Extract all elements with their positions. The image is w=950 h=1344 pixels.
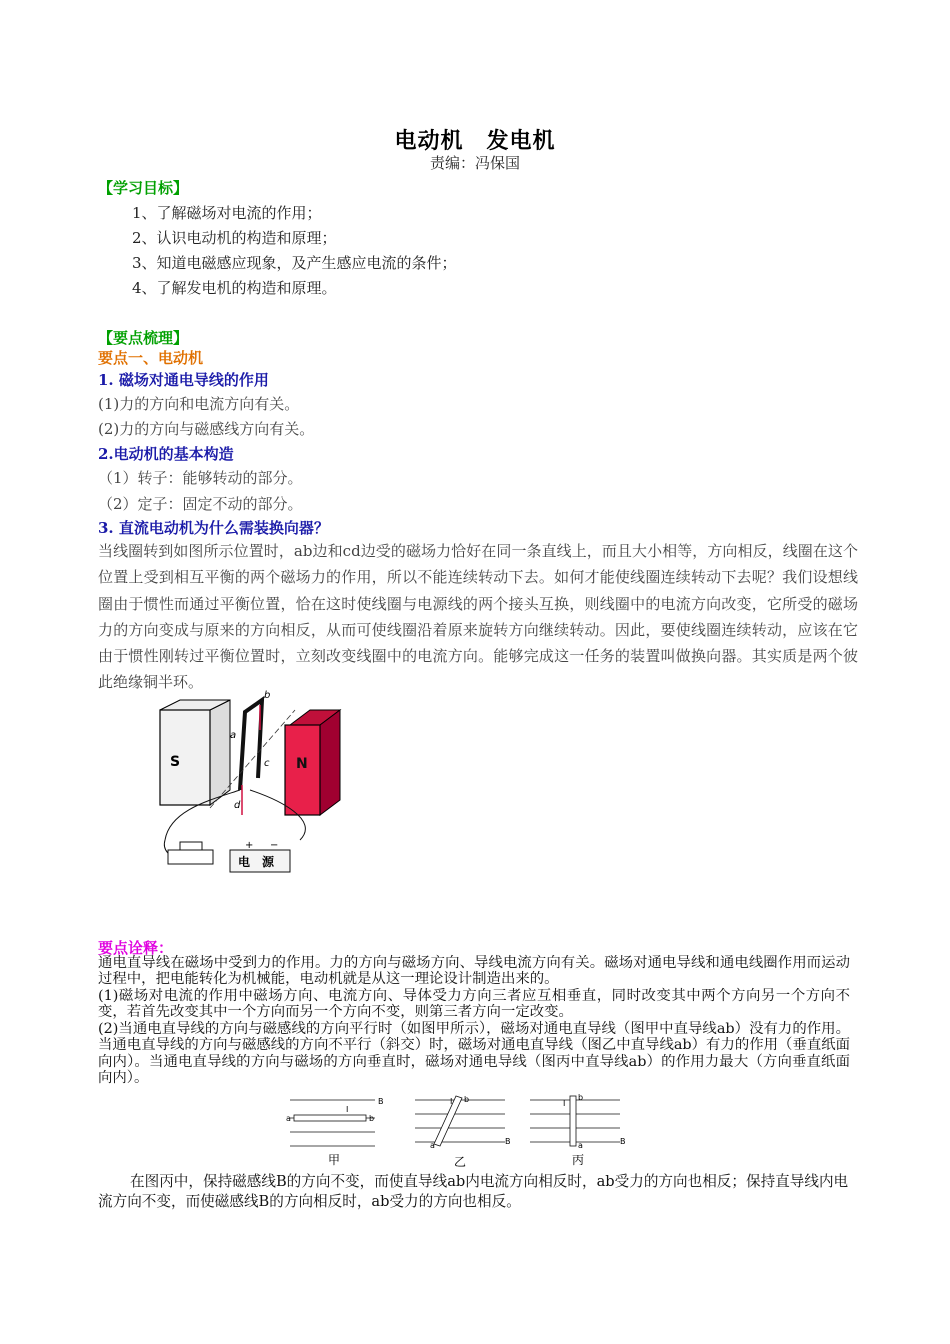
svg-text:a: a (578, 1141, 583, 1150)
coil-label-a: a (230, 730, 237, 741)
goals-heading: 【学习目标】 (98, 179, 189, 197)
svg-text:I: I (346, 1105, 349, 1114)
goal-item: 2、认识电动机的构造和原理； (132, 229, 337, 247)
switch-lever (180, 842, 202, 850)
figure-jia (286, 1097, 384, 1167)
notes-paragraph: (2)当通电直导线的方向与磁感线的方向平行时（如图甲所示），磁场对通电直导线（图甲中直导线ab）没有力的作用。当通电直导线的方向与磁感线的方向不平行（斜交）时，磁场对通电直导线（图乙中直导线ab）有力的作用（垂直纸面向内）。当通电直导线的方向与磁场的方向垂直时，磁场对通电导线（图丙中直导线ab）的作用力最大（方向垂直纸面向内）。 (98, 1021, 850, 1086)
plus-label: + (245, 840, 254, 851)
commutator-paragraph: 当线圈转到如图所示位置时，ab边和cd边受的磁场力恰好在同一条直线上，而且大小相等，方向相反，线圈在这个位置上受到相互平衡的两个磁场力的作用，所以不能连续转动下去。如何才能使线圈连续转动下去呢？我们设想线圈由于惯性而通过平衡位置，恰在这时使线圈与电源线的两个接头互换，则线圈中的电流方向改变，它所受的磁场力的方向变成与原来的方向相反，从而可使线圈沿着原来旋转方向继续转动。因此，要使线圈连续转动，应该在它由于惯性刚转过平衡位置时，立刻改变线圈中的电流方向。能够完成这一任务的装置叫做换向器。其实质是两个彼此绝缘铜半环。 (98, 542, 858, 692)
svg-text:B: B (505, 1137, 511, 1146)
svg-text:b: b (578, 1093, 584, 1102)
coil (240, 700, 262, 790)
svg-text:I: I (563, 1099, 566, 1108)
notes-paragraph: 通电直导线在磁场中受到力的作用。力的方向与磁场方向、导线电流方向有关。磁场对通电导线和通电线圈作用而运动过程中，把电能转化为机械能，电动机就是从这一理论设计制造出来的。 (98, 955, 850, 988)
label-jia: 甲 (328, 1153, 341, 1167)
power-label: 电 源 (238, 855, 275, 869)
text-line: （1）转子：能够转动的部分。 (98, 469, 303, 487)
n-pole-side (320, 710, 340, 815)
minus-label: − (270, 840, 279, 851)
subsection-title: 1. 磁场对通电导线的作用 (98, 371, 269, 389)
coil-label-c: c (264, 758, 270, 769)
text-line: (1)力的方向和电流方向有关。 (98, 395, 300, 413)
figure-bing (530, 1093, 626, 1167)
subsection-title: 3. 直流电动机为什么需装换向器？ (98, 519, 329, 537)
point-one-heading: 要点一、电动机 (98, 349, 204, 367)
field-diagrams (280, 1090, 640, 1170)
page-title: 电动机 发电机 (394, 128, 556, 154)
svg-text:a: a (286, 1114, 291, 1123)
svg-text:b: b (464, 1095, 470, 1104)
svg-text:I: I (450, 1097, 453, 1106)
text-line: （2）定子：固定不动的部分。 (98, 495, 303, 513)
text-line: (2)力的方向与磁感线方向有关。 (98, 420, 315, 438)
coil-label-b: b (264, 690, 271, 701)
n-pole-label: N (296, 756, 308, 772)
s-pole-front (160, 710, 210, 805)
label-yi: 乙 (454, 1155, 467, 1169)
svg-text:B: B (378, 1097, 384, 1106)
s-pole-label: S (170, 754, 181, 770)
summary-heading: 【要点梳理】 (98, 329, 189, 347)
goal-item: 4、了解发电机的构造和原理。 (132, 279, 337, 297)
goal-item: 1、了解磁场对电流的作用； (132, 204, 322, 222)
coil-label-d: d (234, 800, 241, 811)
svg-text:b: b (369, 1114, 375, 1123)
notes-heading: 要点诠释： (98, 939, 174, 957)
switch-base (168, 850, 213, 864)
editor-line: 责编：冯保国 (429, 154, 520, 172)
label-bing: 丙 (572, 1153, 585, 1167)
notes-paragraph: 在图丙中，保持磁感线B的方向不变，而使直导线ab内电流方向相反时，ab受力的方向也相反；保持直导线内电流方向不变，而使磁感线B的方向相反时，ab受力的方向也相反。 (98, 1173, 849, 1210)
figure-yi (415, 1095, 511, 1169)
goal-item: 3、知道电磁感应现象，及产生感应电流的条件； (132, 254, 457, 272)
svg-text:B: B (620, 1137, 626, 1146)
notes-paragraph: (1)磁场对电流的作用中磁场方向、电流方向、导体受力方向三者应互相垂直，同时改变其中两个方向另一个方向不变，若首先改变其中一个方向而另一个方向不变，则第三者方向一定改变。 (98, 988, 850, 1021)
motor-diagram (150, 690, 360, 880)
svg-text:a: a (430, 1141, 435, 1150)
subsection-title: 2.电动机的基本构造 (98, 445, 234, 463)
s-pole-side (210, 700, 230, 805)
